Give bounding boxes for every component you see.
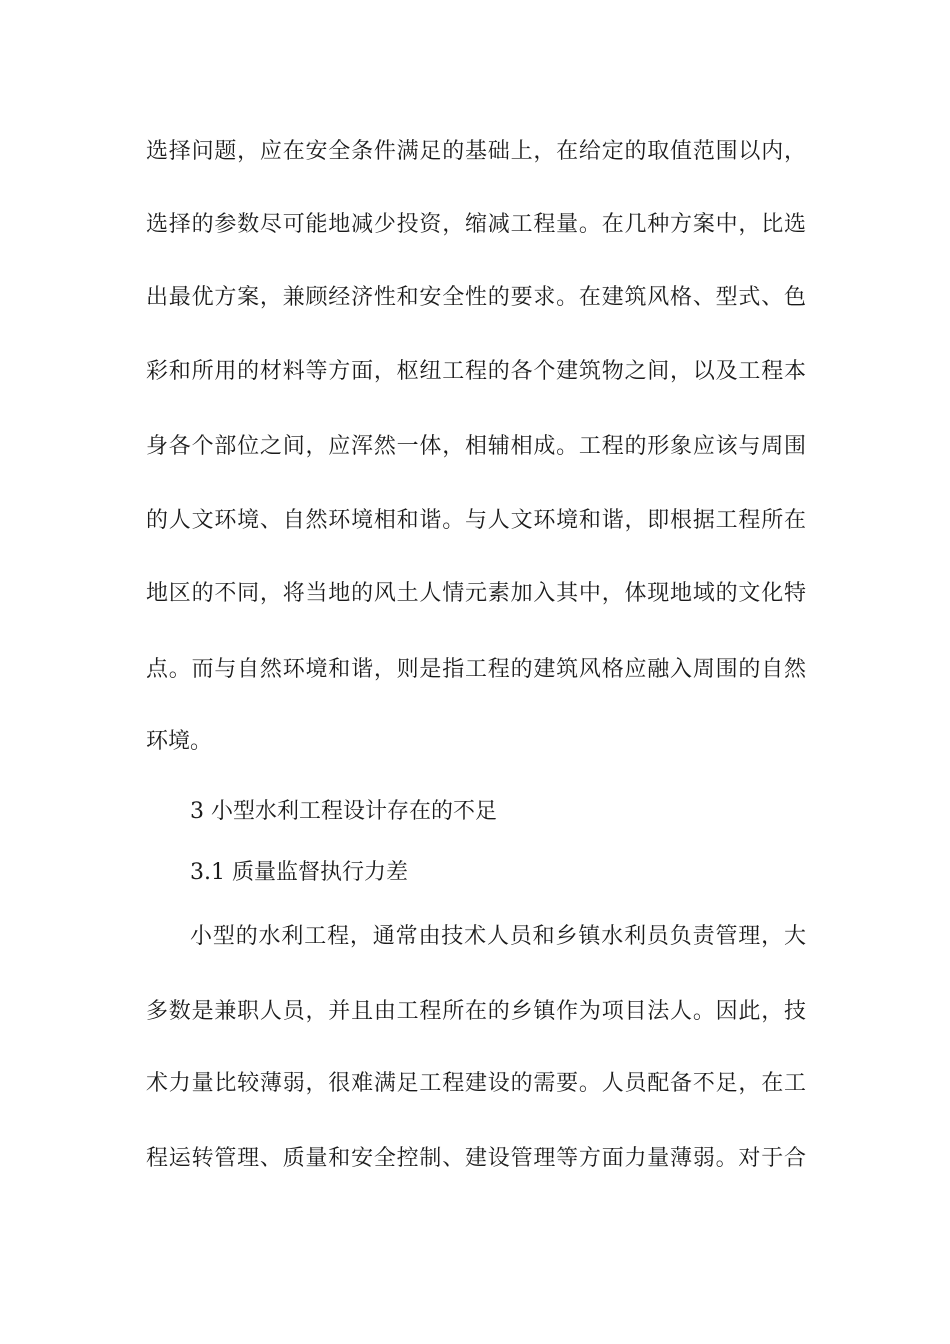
paragraph-line: 环境。 — [146, 729, 213, 754]
paragraph-line: 小型的水利工程，通常由技术人员和乡镇水利员负责管理，大 — [190, 924, 806, 949]
paragraph-line: 身各个部位之间，应浑然一体，相辅相成。工程的形象应该与周围 — [146, 434, 806, 459]
paragraph-line: 地区的不同，将当地的风土人情元素加入其中，体现地域的文化特 — [146, 581, 806, 606]
paragraph-line: 程运转管理、质量和安全控制、建设管理等方面力量薄弱。对于合 — [146, 1146, 806, 1171]
paragraph-line: 选择问题，应在安全条件满足的基础上，在给定的取值范围以内， — [146, 139, 806, 164]
paragraph-line: 的人文环境、自然环境相和谐。与人文环境和谐，即根据工程所在 — [146, 508, 806, 533]
subsection-heading: 3.1 质量监督执行力差 — [190, 860, 408, 885]
paragraph-line: 点。而与自然环境和谐，则是指工程的建筑风格应融入周围的自然 — [146, 657, 806, 682]
paragraph-line: 术力量比较薄弱，很难满足工程建设的需要。人员配备不足，在工 — [146, 1071, 806, 1096]
paragraph-line: 选择的参数尽可能地减少投资，缩减工程量。在几种方案中，比选 — [146, 212, 806, 237]
section-heading: 3 小型水利工程设计存在的不足 — [190, 799, 497, 824]
paragraph-line: 出最优方案，兼顾经济性和安全性的要求。在建筑风格、型式、色 — [146, 285, 806, 310]
paragraph-line: 彩和所用的材料等方面，枢纽工程的各个建筑物之间，以及工程本 — [146, 359, 806, 384]
paragraph-line: 多数是兼职人员，并且由工程所在的乡镇作为项目法人。因此，技 — [146, 999, 806, 1024]
